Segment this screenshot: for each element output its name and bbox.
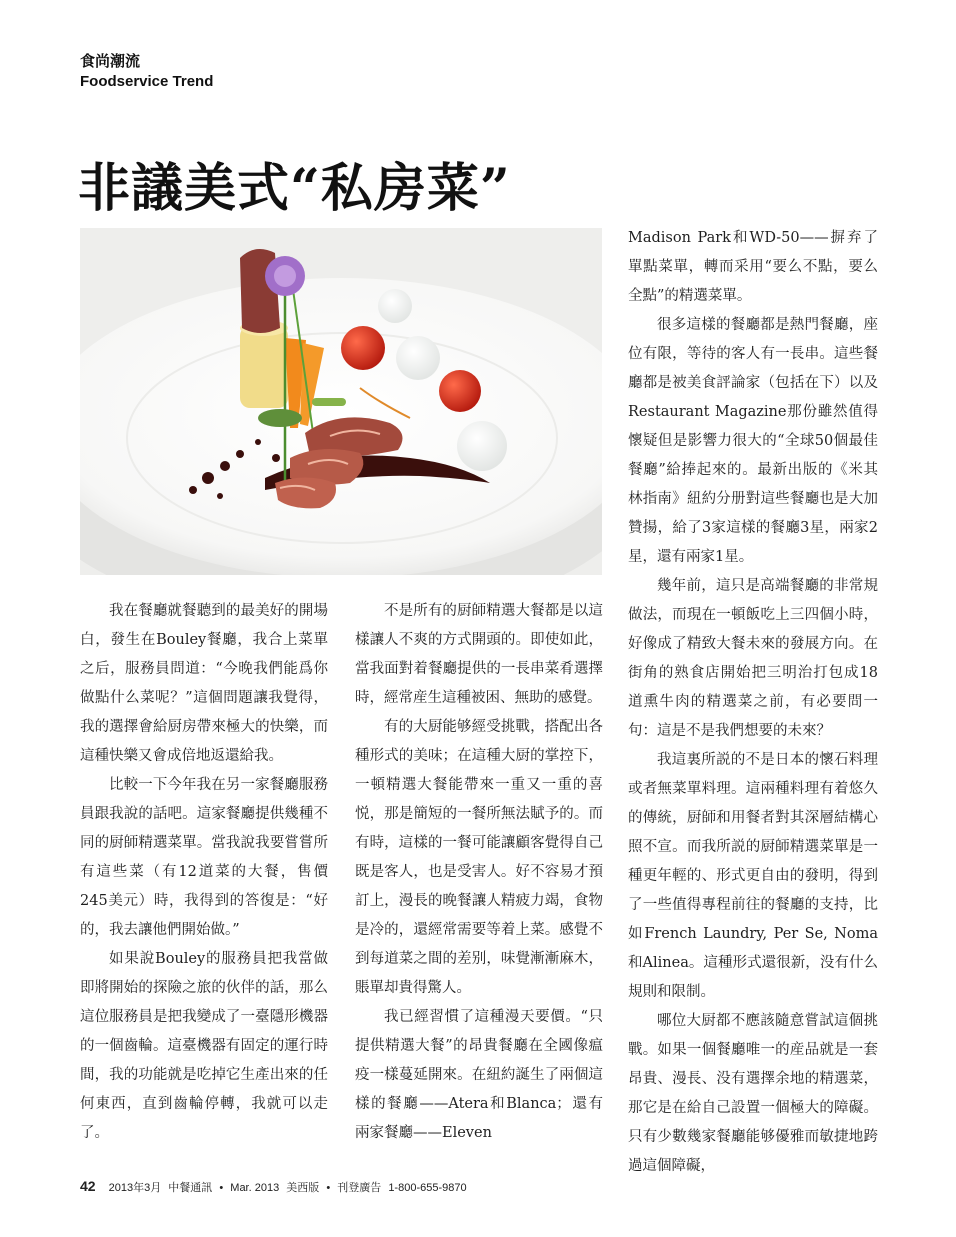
issue-date: 2013年3月 [108,1182,162,1194]
publication-name: 中餐通訊 [168,1182,213,1194]
page-footer [80,1178,471,1195]
paragraph: 如果說Bouley的服務員把我當做即將開始的探險之旅的伙伴的話，那么這位服務員是把我變成了一臺隱形機器的一個齒輪。這臺機器有固定的運行時間，我的功能就是吃掉它生產出來的任何東西，直到齒輪停轉，我就可以走了。 [80,951,328,1141]
paragraph: 比較一下今年我在另一家餐廳服務員跟我說的話吧。這家餐廳提供幾種不同的厨師精選菜單。當我說我要嘗嘗所有這些菜（有12道菜的大餐，售價245美元）時，我得到的答復是：“好的，我去讓他們開始做。” [80,777,328,938]
paragraph: 我在餐廳就餐聽到的最美好的開場白，發生在Bouley餐廳，我合上菜單之后，服務員問道：“今晚我們能爲你做點什么菜呢？”這個問題讓我覺得，我的選擇會給厨房帶來極大的快樂，而這種快樂又會成倍地返還給我。 [80,603,328,764]
paragraph: 有的大厨能够經受挑戰，搭配出各種形式的美味；在這種大厨的掌控下，一頓精選大餐能帶來一重又一重的喜悦，那是簡短的一餐所無法賦予的。而有時，這樣的一餐可能讓顧客覺得自己既是客人，也是受害人。好不容易才預訂上，漫長的晚餐讓人精疲力竭，食物是冷的，還經常需要等着上菜。感覺不到每道菜之間的差别，味覺漸漸麻木，賬單却貴得驚人。 [355,719,603,996]
issue-date-english: Mar. 2013 [230,1182,280,1194]
phone-number: 1-800-655-9870 [388,1182,467,1194]
paragraph: 哪位大厨都不應該隨意嘗試這個挑戰。如果一個餐廳唯一的産品就是一套昂貴、漫長、没有選擇余地的精選菜，那它是在給自己設置一個極大的障礙。只有少數幾家餐廳能够優雅而敏捷地跨過這個障礙， [628,1013,878,1174]
advertising-label: 刊登廣告 [337,1182,382,1194]
article-column-2 [355,597,603,1148]
paragraph: 我已經習慣了這種漫天要價。“只提供精選大餐”的昂貴餐廳在全國像瘟疫一樣蔓延開來。在紐約誕生了兩個這樣的餐廳——Atera和Blanca；還有兩家餐廳——Eleven [355,1009,603,1141]
edition-name: 美西版 [286,1182,320,1194]
article-column-1 [80,597,328,1148]
dish-photo [80,228,602,575]
section-title-chinese: 食尚潮流 [80,52,141,70]
paragraph: 很多這樣的餐廳都是熱門餐廳，座位有限，等待的客人有一長串。這些餐廳都是被美食評論家（包括在下）以及Restaurant Magazine那份雖然值得懷疑但是影響力很大的“全球50個最佳餐廳”給捧起來的。最新出版的《米其林指南》紐約分册對這些餐廳也是大加贊揚，給了3家這樣的餐廳3星，兩家2星，還有兩家1星。 [628,317,878,565]
article-headline: 非議美式“私房菜” [78,157,511,219]
paragraph-continued: Madison Park和WD-50——摒弃了單點菜單，轉而采用“要么不點，要么全點”的精選菜單。 [628,230,878,304]
paragraph: 不是所有的厨師精選大餐都是以這樣讓人不爽的方式開頭的。即使如此，當我面對着餐廳提供的一長串菜肴選擇時，經常産生這種被困、無助的感覺。 [355,603,603,706]
separator-dot: • [219,1182,224,1194]
paragraph: 幾年前，這只是高端餐廳的非常規做法，而現在一頓飯吃上三四個小時，好像成了精致大餐未來的發展方向。在街角的熟食店開始把三明治打包成18道熏牛肉的精選菜之前，有必要問一句：這是不是我們想要的未來？ [628,578,878,739]
section-title-english: Foodservice Trend [80,73,214,90]
separator-dot: • [326,1182,331,1194]
page-number: 42 [80,1178,96,1194]
article-column-3 [628,224,878,1181]
paragraph: 我這裏所説的不是日本的懷石料理或者無菜單料理。這兩種料理有着悠久的傳統，厨師和用餐者對其深層結構心照不宣。而我所説的厨師精選菜單是一種更年輕的、形式更自由的發明，得到了一些值得專程前往的餐廳的支持，比如French Laundry, Per Se, Noma和Alinea。這種形式還很新，没有什么規則和限制。 [628,752,878,1000]
